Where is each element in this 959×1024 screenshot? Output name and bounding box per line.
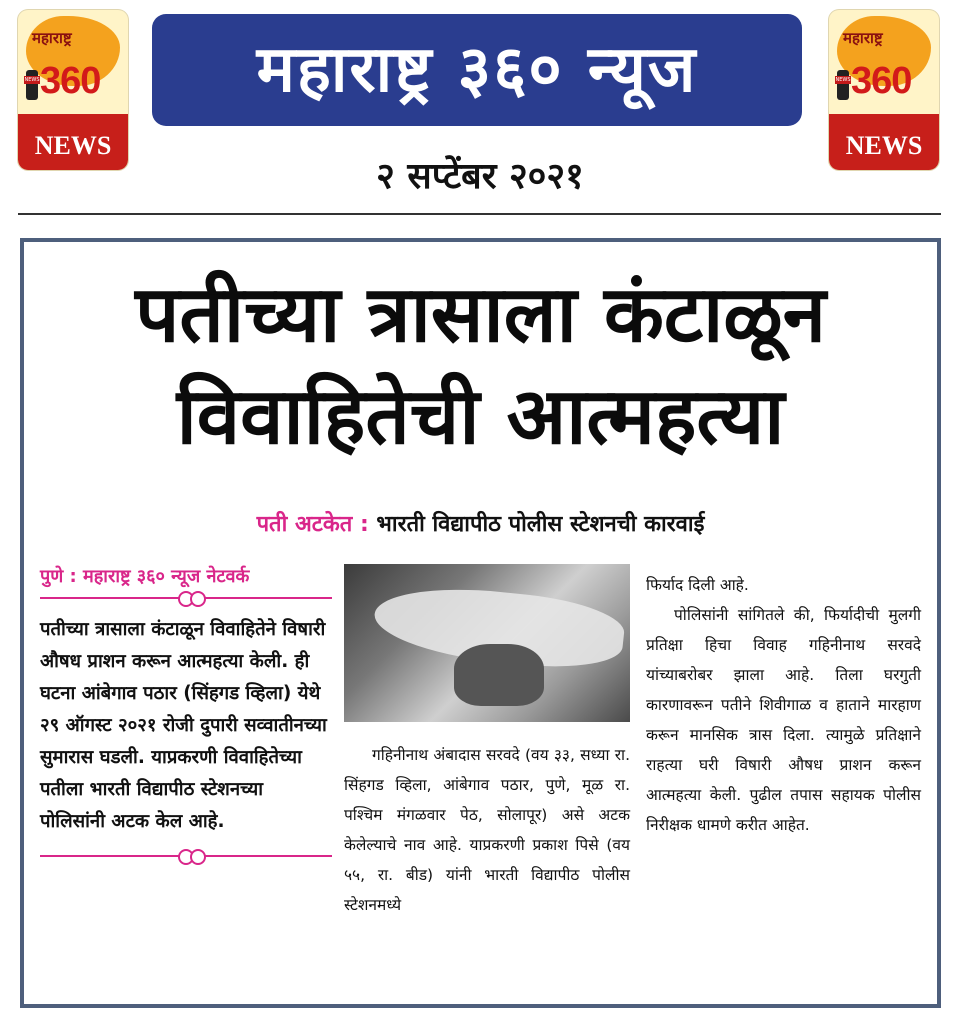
logo-news-label: NEWS [18, 114, 128, 170]
issue-date: २ सप्टेंबर २०२१ [376, 156, 584, 197]
subheadline [24, 508, 937, 538]
logo-state-text: महाराष्ट्र [843, 29, 883, 47]
body-paragraph: फिर्याद दिली आहे. [646, 576, 749, 594]
logo-right [829, 10, 939, 170]
mic-tag: NEWS [835, 77, 851, 83]
body-paragraph: पोलिसांनी सांगितले की, फिर्यादीची मुलगी प्रतिक्षा हिचा विवाह गहिनीनाथ सरवदे यांच्याबरोबर झाला आहे. तिला घरगुती कारणावरून पतीने शिवीगाळ व हाताने मारहाण करून मानसिक त्रास दिला. त्यामुळे प्रतिक्षाने राहत्या घरी विषारी औषध प्राशन करून आत्महत्या केली. पुढील तपास सहायक पोलीस निरीक्षक धामणे करीत आहेत. [646, 606, 921, 834]
article-box [20, 238, 941, 1008]
lead-paragraph: पतीच्या त्रासाला कंटाळून विवाहितेने विषारी औषध प्राशन करून आत्महत्या केली. ही घटना आंबेगाव पठार (सिंहगड व्हिला) येथे २९ ऑगस्ट २०२१ रोजी दुपारी सव्वातीनच्या सुमारास घडली. याप्रकरणी विवाहितेच्या पतीला भारती विद्यापीठ स्टेशनच्या पोलिसांनी अटक केल आहे. [40, 619, 327, 832]
subheadline-label: पती अटकेत : [256, 512, 369, 537]
headline-line-1: पतीच्या त्रासाला कंटाळून [135, 270, 826, 360]
microphone-icon [837, 70, 849, 100]
lead-column [40, 564, 332, 866]
body-paragraph: गहिनीनाथ अंबादास सरवदे (वय ३३, सध्या रा. सिंहगड व्हिला, आंबेगाव पठार, पुणे, मूळ रा. पश्चिम मंगळवार पेठ, सोलापूर) असे अटक केलेल्याचे नाव आहे. याप्रकरणी प्रकाश पिसे (वय ५५, रा. बीड) यांनी भारती विद्यापीठ पोलीस स्टेशनमध्ये [344, 746, 630, 914]
hand-image [454, 644, 544, 706]
logo-left [18, 10, 128, 170]
microphone-icon [26, 70, 38, 100]
logo-number: 360 [851, 60, 912, 102]
logo-state-text: महाराष्ट्र [32, 29, 72, 47]
ornament-divider [40, 846, 332, 866]
article-photo [344, 564, 630, 722]
header-divider [18, 213, 941, 215]
dateline: पुणे : महाराष्ट्र ३६० न्यूज नेटवर्क [40, 566, 250, 587]
subheadline-text: भारती विद्यापीठ पोलीस स्टेशनची कारवाई [376, 512, 705, 537]
masthead-title: महाराष्ट्र ३६० न्यूज [152, 14, 802, 126]
headline [24, 264, 937, 468]
headline-line-2: विवाहितेची आत्महत्या [176, 372, 785, 462]
logo-number: 360 [40, 60, 101, 102]
logo-news-label: NEWS [829, 114, 939, 170]
mic-tag: NEWS [24, 77, 40, 83]
body-column-3 [646, 570, 921, 840]
ornament-divider [40, 588, 332, 608]
body-column-2 [344, 740, 630, 920]
